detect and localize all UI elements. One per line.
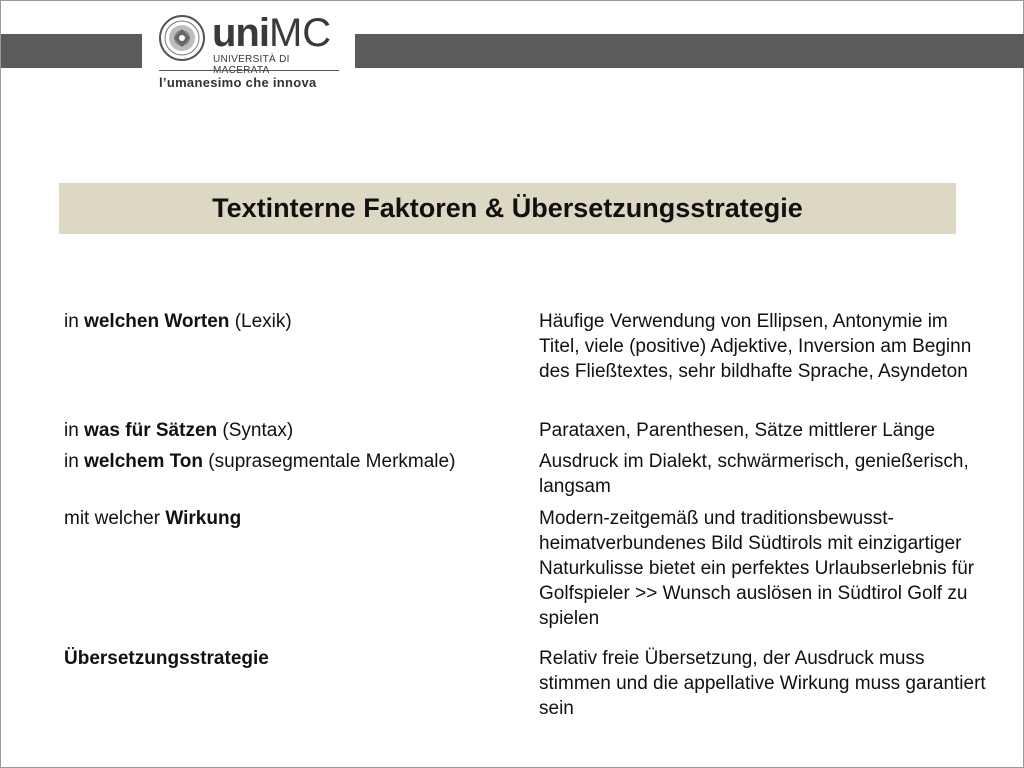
row-value: Modern-zeitgemäß und traditionsbewusst-heimatverbundenes Bild Südtirols mit einzigartiger Naturkulisse bietet ein perfektes Urlaubserlebnis für Golfspieler >> Wunsch auslösen in Südtirol Golf zu spielen — [539, 508, 975, 629]
slide-title: Textinterne Faktoren & Übersetzungsstrategie — [212, 193, 803, 223]
university-logo — [149, 9, 347, 93]
logo-divider — [159, 70, 339, 71]
row-label: mit welcher Wirkung — [64, 508, 242, 529]
row-label: in welchem Ton (suprasegmentale Merkmale) — [64, 451, 456, 472]
brand-tagline: l’umanesimo che innova — [159, 75, 317, 90]
university-seal-icon — [159, 15, 205, 61]
title-banner — [59, 183, 956, 234]
row-value: Häufige Verwendung von Ellipsen, Antonymie im Titel, viele (positive) Adjektive, Inversion am Beginn des Fließtextes, sehr bildhafte Sprache, Asyndeton — [539, 311, 972, 382]
row-value: Ausdruck im Dialekt, schwärmerisch, genießerisch, langsam — [539, 451, 969, 497]
brand-subtitle: UNIVERSITÀ DI — [213, 54, 290, 65]
row-label: in welchen Worten (Lexik) — [64, 311, 292, 332]
header-bar-left — [1, 34, 142, 68]
brand-wordmark: uniMC — [212, 11, 332, 55]
row-label: Übersetzungsstrategie — [64, 648, 269, 669]
header-bar-right — [355, 34, 1024, 68]
row-label: in was für Sätzen (Syntax) — [64, 420, 294, 441]
row-value: Relativ freie Übersetzung, der Ausdruck muss stimmen und die appellative Wirkung muss garantiert sein — [539, 648, 986, 719]
row-value: Parataxen, Parenthesen, Sätze mittlerer Länge — [539, 420, 936, 441]
